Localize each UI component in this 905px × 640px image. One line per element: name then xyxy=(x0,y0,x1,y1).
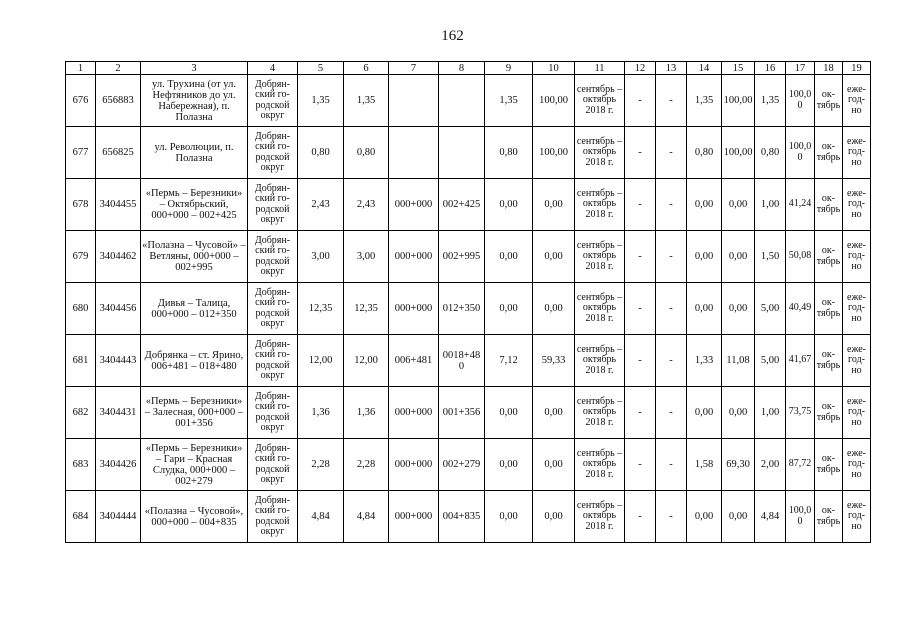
cell-repaired-length: 1,35 xyxy=(485,75,533,127)
cell-road-id: 3404455 xyxy=(96,179,141,231)
cell-month: ок-тябрь xyxy=(815,491,843,543)
cell-km-end: 002+279 xyxy=(439,439,485,491)
cell-planned-percent: 100,00 xyxy=(722,127,755,179)
cell-district: Добрян-ский го-родской округ xyxy=(248,231,298,283)
cell-district: Добрян-ский го-родской округ xyxy=(248,179,298,231)
cell-repaired-percent: 0,00 xyxy=(533,439,575,491)
cell-col-12: - xyxy=(625,439,656,491)
cell-col-12: - xyxy=(625,127,656,179)
cell-norm-percent: 87,72 xyxy=(786,439,815,491)
cell-norm-length: 1,35 xyxy=(755,75,786,127)
cell-repaired-percent: 0,00 xyxy=(533,283,575,335)
cell-planned-percent: 69,30 xyxy=(722,439,755,491)
cell-repaired-percent: 100,00 xyxy=(533,75,575,127)
cell-km-end: 012+350 xyxy=(439,283,485,335)
cell-length: 3,00 xyxy=(298,231,344,283)
header-cell: 11 xyxy=(575,62,625,75)
cell-col-13: - xyxy=(656,283,687,335)
cell-month: ок-тябрь xyxy=(815,75,843,127)
table-row xyxy=(66,491,871,543)
cell-length: 2,28 xyxy=(298,439,344,491)
cell-row-number: 677 xyxy=(66,127,96,179)
cell-frequency: еже-год-но xyxy=(843,439,871,491)
table-row xyxy=(66,231,871,283)
cell-length: 12,00 xyxy=(298,335,344,387)
cell-repaired-percent: 0,00 xyxy=(533,231,575,283)
cell-col-13: - xyxy=(656,491,687,543)
cell-col-13: - xyxy=(656,75,687,127)
cell-planned-percent: 11,08 xyxy=(722,335,755,387)
cell-norm-percent: 73,75 xyxy=(786,387,815,439)
cell-norm-length: 2,00 xyxy=(755,439,786,491)
cell-norm-length: 5,00 xyxy=(755,335,786,387)
cell-km-end: 002+995 xyxy=(439,231,485,283)
cell-month: ок-тябрь xyxy=(815,335,843,387)
cell-km-end: 0018+48 0 xyxy=(439,335,485,387)
cell-norm-percent: 100,0 0 xyxy=(786,127,815,179)
cell-road-id: 3404426 xyxy=(96,439,141,491)
cell-road-name: ул. Революции, п. Полазна xyxy=(141,127,248,179)
cell-km-end: 004+835 xyxy=(439,491,485,543)
cell-repair-period: сентябрь – октябрь 2018 г. xyxy=(575,75,625,127)
cell-frequency: еже-год-но xyxy=(843,127,871,179)
cell-repaired-percent: 0,00 xyxy=(533,387,575,439)
header-cell: 19 xyxy=(843,62,871,75)
cell-repaired-length: 0,00 xyxy=(485,491,533,543)
cell-length-total: 1,36 xyxy=(344,387,389,439)
cell-norm-percent: 100,0 0 xyxy=(786,75,815,127)
cell-month: ок-тябрь xyxy=(815,231,843,283)
cell-row-number: 683 xyxy=(66,439,96,491)
cell-length-total: 12,00 xyxy=(344,335,389,387)
cell-planned-percent: 0,00 xyxy=(722,179,755,231)
cell-planned-length: 0,00 xyxy=(687,179,722,231)
cell-road-name: Дивья – Талица, 000+000 – 012+350 xyxy=(141,283,248,335)
cell-frequency: еже-год-но xyxy=(843,335,871,387)
cell-district: Добрян-ский го-родской округ xyxy=(248,283,298,335)
cell-month: ок-тябрь xyxy=(815,283,843,335)
table-row xyxy=(66,127,871,179)
header-cell: 3 xyxy=(141,62,248,75)
header-cell: 2 xyxy=(96,62,141,75)
cell-month: ок-тябрь xyxy=(815,439,843,491)
cell-length: 1,36 xyxy=(298,387,344,439)
cell-planned-length: 0,00 xyxy=(687,231,722,283)
cell-km-end xyxy=(439,127,485,179)
cell-month: ок-тябрь xyxy=(815,179,843,231)
cell-planned-length: 1,58 xyxy=(687,439,722,491)
cell-frequency: еже-год-но xyxy=(843,387,871,439)
cell-km-start: 000+000 xyxy=(389,179,439,231)
cell-col-13: - xyxy=(656,179,687,231)
cell-row-number: 679 xyxy=(66,231,96,283)
cell-planned-percent: 100,00 xyxy=(722,75,755,127)
header-cell: 16 xyxy=(755,62,786,75)
header-cell: 8 xyxy=(439,62,485,75)
table-row xyxy=(66,335,871,387)
cell-repair-period: сентябрь – октябрь 2018 г. xyxy=(575,179,625,231)
cell-length-total: 12,35 xyxy=(344,283,389,335)
table-row xyxy=(66,75,871,127)
cell-row-number: 684 xyxy=(66,491,96,543)
cell-repaired-percent: 0,00 xyxy=(533,491,575,543)
cell-length-total: 1,35 xyxy=(344,75,389,127)
cell-planned-percent: 0,00 xyxy=(722,283,755,335)
header-cell: 10 xyxy=(533,62,575,75)
cell-district: Добрян-ский го-родской округ xyxy=(248,75,298,127)
cell-length: 1,35 xyxy=(298,75,344,127)
cell-length: 0,80 xyxy=(298,127,344,179)
cell-norm-length: 4,84 xyxy=(755,491,786,543)
cell-length-total: 4,84 xyxy=(344,491,389,543)
header-row xyxy=(66,62,871,75)
cell-repaired-length: 0,80 xyxy=(485,127,533,179)
cell-repair-period: сентябрь – октябрь 2018 г. xyxy=(575,127,625,179)
cell-col-12: - xyxy=(625,179,656,231)
cell-km-start: 000+000 xyxy=(389,387,439,439)
cell-road-name: «Пермь – Березники» – Залесная, 000+000 – 001+356 xyxy=(141,387,248,439)
cell-repair-period: сентябрь – октябрь 2018 г. xyxy=(575,387,625,439)
cell-col-13: - xyxy=(656,231,687,283)
cell-planned-length: 0,80 xyxy=(687,127,722,179)
cell-km-start: 006+481 xyxy=(389,335,439,387)
cell-norm-percent: 100,0 0 xyxy=(786,491,815,543)
cell-length-total: 2,28 xyxy=(344,439,389,491)
cell-col-13: - xyxy=(656,335,687,387)
cell-road-id: 3404462 xyxy=(96,231,141,283)
cell-road-name: «Пермь – Березники» – Октябрьский, 000+000 – 002+425 xyxy=(141,179,248,231)
cell-road-id: 656883 xyxy=(96,75,141,127)
header-cell: 5 xyxy=(298,62,344,75)
cell-col-12: - xyxy=(625,491,656,543)
cell-frequency: еже-год-но xyxy=(843,283,871,335)
cell-norm-length: 5,00 xyxy=(755,283,786,335)
cell-length-total: 2,43 xyxy=(344,179,389,231)
cell-planned-percent: 0,00 xyxy=(722,231,755,283)
cell-col-13: - xyxy=(656,127,687,179)
cell-norm-percent: 50,08 xyxy=(786,231,815,283)
cell-district: Добрян-ский го-родской округ xyxy=(248,335,298,387)
cell-row-number: 682 xyxy=(66,387,96,439)
cell-length-total: 3,00 xyxy=(344,231,389,283)
cell-km-end: 001+356 xyxy=(439,387,485,439)
header-cell: 15 xyxy=(722,62,755,75)
cell-repair-period: сентябрь – октябрь 2018 г. xyxy=(575,491,625,543)
cell-col-12: - xyxy=(625,75,656,127)
cell-frequency: еже-год-но xyxy=(843,491,871,543)
table-row xyxy=(66,387,871,439)
cell-km-end xyxy=(439,75,485,127)
cell-length-total: 0,80 xyxy=(344,127,389,179)
header-cell: 17 xyxy=(786,62,815,75)
cell-row-number: 680 xyxy=(66,283,96,335)
cell-col-12: - xyxy=(625,335,656,387)
cell-norm-percent: 41,67 xyxy=(786,335,815,387)
table-row xyxy=(66,439,871,491)
cell-col-13: - xyxy=(656,387,687,439)
cell-km-start xyxy=(389,75,439,127)
cell-road-name: ул. Трухина (от ул. Нефтяников до ул. Набережная), п. Полазна xyxy=(141,75,248,127)
cell-km-start xyxy=(389,127,439,179)
table-row xyxy=(66,179,871,231)
header-cell: 4 xyxy=(248,62,298,75)
cell-district: Добрян-ский го-родской округ xyxy=(248,439,298,491)
cell-repaired-percent: 59,33 xyxy=(533,335,575,387)
cell-planned-length: 1,35 xyxy=(687,75,722,127)
cell-road-name: «Пермь – Березники» – Гари – Красная Слудка, 000+000 – 002+279 xyxy=(141,439,248,491)
cell-repaired-percent: 0,00 xyxy=(533,179,575,231)
cell-road-id: 3404431 xyxy=(96,387,141,439)
header-cell: 14 xyxy=(687,62,722,75)
cell-road-name: Добрянка – ст. Ярино, 006+481 – 018+480 xyxy=(141,335,248,387)
cell-length: 12,35 xyxy=(298,283,344,335)
document-table xyxy=(65,61,871,543)
header-cell: 12 xyxy=(625,62,656,75)
cell-col-12: - xyxy=(625,231,656,283)
cell-district: Добрян-ский го-родской округ xyxy=(248,387,298,439)
cell-row-number: 678 xyxy=(66,179,96,231)
cell-month: ок-тябрь xyxy=(815,387,843,439)
cell-repair-period: сентябрь – октябрь 2018 г. xyxy=(575,283,625,335)
header-cell: 18 xyxy=(815,62,843,75)
cell-repair-period: сентябрь – октябрь 2018 г. xyxy=(575,439,625,491)
cell-repair-period: сентябрь – октябрь 2018 г. xyxy=(575,335,625,387)
cell-repaired-length: 0,00 xyxy=(485,283,533,335)
cell-length: 4,84 xyxy=(298,491,344,543)
cell-district: Добрян-ский го-родской округ xyxy=(248,127,298,179)
cell-repaired-length: 0,00 xyxy=(485,179,533,231)
cell-road-name: «Полазна – Чусовой» – Ветляны, 000+000 – 002+995 xyxy=(141,231,248,283)
cell-repaired-length: 0,00 xyxy=(485,439,533,491)
cell-frequency: еже-год-но xyxy=(843,179,871,231)
cell-repaired-length: 0,00 xyxy=(485,231,533,283)
cell-norm-length: 1,00 xyxy=(755,387,786,439)
header-cell: 1 xyxy=(66,62,96,75)
cell-road-id: 3404443 xyxy=(96,335,141,387)
cell-norm-percent: 41,24 xyxy=(786,179,815,231)
cell-norm-length: 0,80 xyxy=(755,127,786,179)
cell-planned-length: 0,00 xyxy=(687,283,722,335)
cell-repaired-length: 7,12 xyxy=(485,335,533,387)
cell-planned-length: 0,00 xyxy=(687,387,722,439)
cell-repaired-length: 0,00 xyxy=(485,387,533,439)
cell-col-12: - xyxy=(625,387,656,439)
page-number: 162 xyxy=(441,28,464,44)
header-cell: 13 xyxy=(656,62,687,75)
cell-km-start: 000+000 xyxy=(389,231,439,283)
cell-road-name: «Полазна – Чусовой», 000+000 – 004+835 xyxy=(141,491,248,543)
cell-length: 2,43 xyxy=(298,179,344,231)
cell-planned-length: 0,00 xyxy=(687,491,722,543)
cell-repair-period: сентябрь – октябрь 2018 г. xyxy=(575,231,625,283)
cell-col-13: - xyxy=(656,439,687,491)
cell-planned-percent: 0,00 xyxy=(722,387,755,439)
cell-district: Добрян-ский го-родской округ xyxy=(248,491,298,543)
cell-km-start: 000+000 xyxy=(389,283,439,335)
cell-planned-percent: 0,00 xyxy=(722,491,755,543)
cell-norm-length: 1,00 xyxy=(755,179,786,231)
cell-norm-percent: 40,49 xyxy=(786,283,815,335)
cell-frequency: еже-год-но xyxy=(843,231,871,283)
cell-month: ок-тябрь xyxy=(815,127,843,179)
header-cell: 6 xyxy=(344,62,389,75)
cell-road-id: 3404456 xyxy=(96,283,141,335)
cell-row-number: 681 xyxy=(66,335,96,387)
cell-km-end: 002+425 xyxy=(439,179,485,231)
cell-road-id: 656825 xyxy=(96,127,141,179)
cell-road-id: 3404444 xyxy=(96,491,141,543)
cell-row-number: 676 xyxy=(66,75,96,127)
cell-frequency: еже-год-но xyxy=(843,75,871,127)
cell-repaired-percent: 100,00 xyxy=(533,127,575,179)
table-row xyxy=(66,283,871,335)
cell-km-start: 000+000 xyxy=(389,439,439,491)
cell-norm-length: 1,50 xyxy=(755,231,786,283)
header-cell: 9 xyxy=(485,62,533,75)
cell-planned-length: 1,33 xyxy=(687,335,722,387)
cell-col-12: - xyxy=(625,283,656,335)
header-cell: 7 xyxy=(389,62,439,75)
cell-km-start: 000+000 xyxy=(389,491,439,543)
